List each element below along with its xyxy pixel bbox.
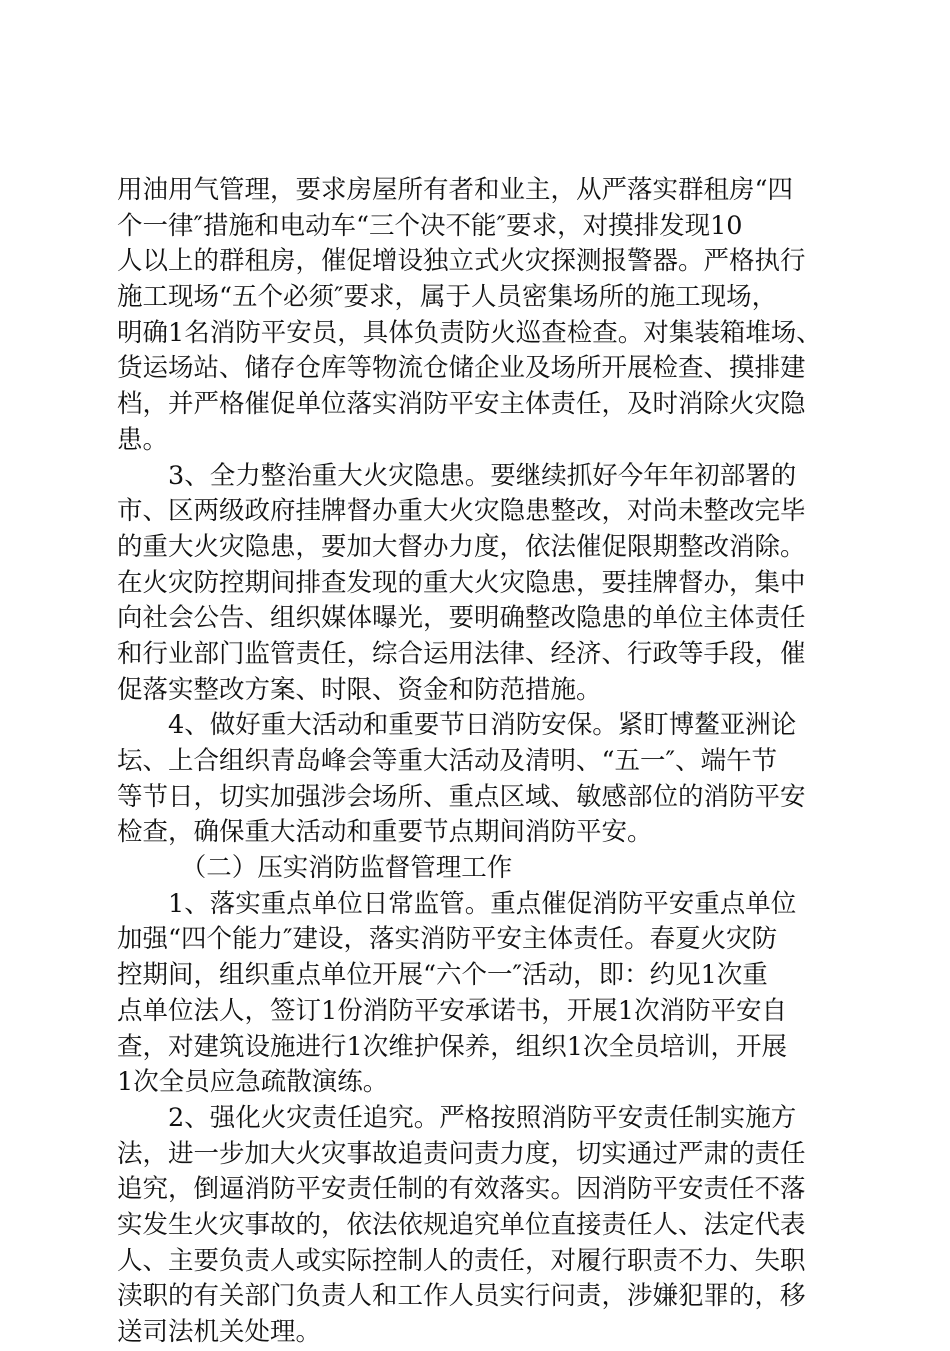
- text-line: 人以上的群租房，催促增设独立式火灾探测报警器。严格执行: [117, 246, 806, 277]
- text-line: 坛、上合组织青岛峰会等重大活动及清明、“五一″、端午节: [117, 746, 778, 776]
- text-line: 和行业部门监管责任，综合运用法律、经济、行政等手段，催: [117, 638, 806, 669]
- text-line: 追究，倒逼消防平安责任制的有效落实。因消防平安责任不落: [117, 1174, 806, 1205]
- text-line: 向社会公告、组织媒体曝光，要明确整改隐患的单位主体责任: [117, 603, 806, 634]
- text-line: 等节日，切实加强涉会场所、重点区域、敏感部位的消防平安: [117, 781, 806, 812]
- text-line: 在火灾防控期间排查发现的重大火灾隐患，要挂牌督办，集中: [117, 567, 806, 598]
- text-line: 市、区两级政府挂牌督办重大火灾隐患整改，对尚未整改完毕: [117, 496, 806, 527]
- text-line: 法，进一步加大火灾事故追责问责力度，切实通过严肃的责任: [117, 1138, 806, 1169]
- text-line: 促落实整改方案、时限、资金和防范措施。: [117, 674, 602, 705]
- text-line: 控期间，组织重点单位开展“六个一″活动，即：约见1次重: [117, 960, 768, 991]
- text-line: 检查，确保重大活动和重要节点期间消防平安。: [117, 817, 653, 848]
- text-line: 明确1名消防平安员，具体负责防火巡查检查。对集装箱堆场、: [117, 317, 822, 348]
- text-line: 人、主要负责人或实际控制人的责任，对履行职责不力、失职: [117, 1245, 806, 1276]
- text-line: 4、做好重大活动和重要节日消防安保。紧盯博鳌亚洲论: [117, 710, 797, 741]
- text-line: 档，并严格催促单位落实消防平安主体责任，及时消除火灾隐: [117, 389, 806, 420]
- text-line: 查，对建筑设施进行1次维护保养，组织1次全员培训，开展: [117, 1031, 787, 1062]
- text-line: 1、落实重点单位日常监管。重点催促消防平安重点单位: [117, 888, 797, 919]
- text-line: 1次全员应急疏散演练。: [117, 1067, 389, 1098]
- text-line: 货运场站、储存仓库等物流仓储企业及场所开展检查、摸排建: [117, 353, 806, 384]
- text-line: 个一律″措施和电动车“三个决不能″要求，对摸排发现10: [117, 210, 743, 241]
- text-line: 患。: [117, 424, 169, 455]
- text-line: 送司法机关处理。: [117, 1317, 322, 1347]
- text-line: 渎职的有关部门负责人和工作人员实行问责，涉嫌犯罪的，移: [117, 1281, 806, 1312]
- text-line: 施工现场“五个必须″要求，属于人员密集场所的施工现场，: [117, 282, 778, 313]
- text-line: 加强“四个能力″建设，落实消防平安主体责任。春夏火灾防: [117, 924, 778, 955]
- text-line: 的重大火灾隐患，要加大督办力度，依法催促限期整改消除。: [117, 531, 806, 562]
- body-text: [117, 173, 837, 1351]
- section-heading: （二）压实消防监督管理工作: [117, 853, 513, 884]
- text-line: 3、全力整治重大火灾隐患。要继续抓好今年年初部署的: [117, 460, 797, 491]
- text-line: 2、强化火灾责任追究。严格按照消防平安责任制实施方: [117, 1102, 797, 1133]
- text-line: 点单位法人，签订1份消防平安承诺书，开展1次消防平安自: [117, 995, 787, 1026]
- text-line: 用油用气管理，要求房屋所有者和业主，从严落实群租房“四: [117, 175, 794, 205]
- text-line: 实发生火灾事故的，依法依规追究单位直接责任人、法定代表: [117, 1209, 806, 1240]
